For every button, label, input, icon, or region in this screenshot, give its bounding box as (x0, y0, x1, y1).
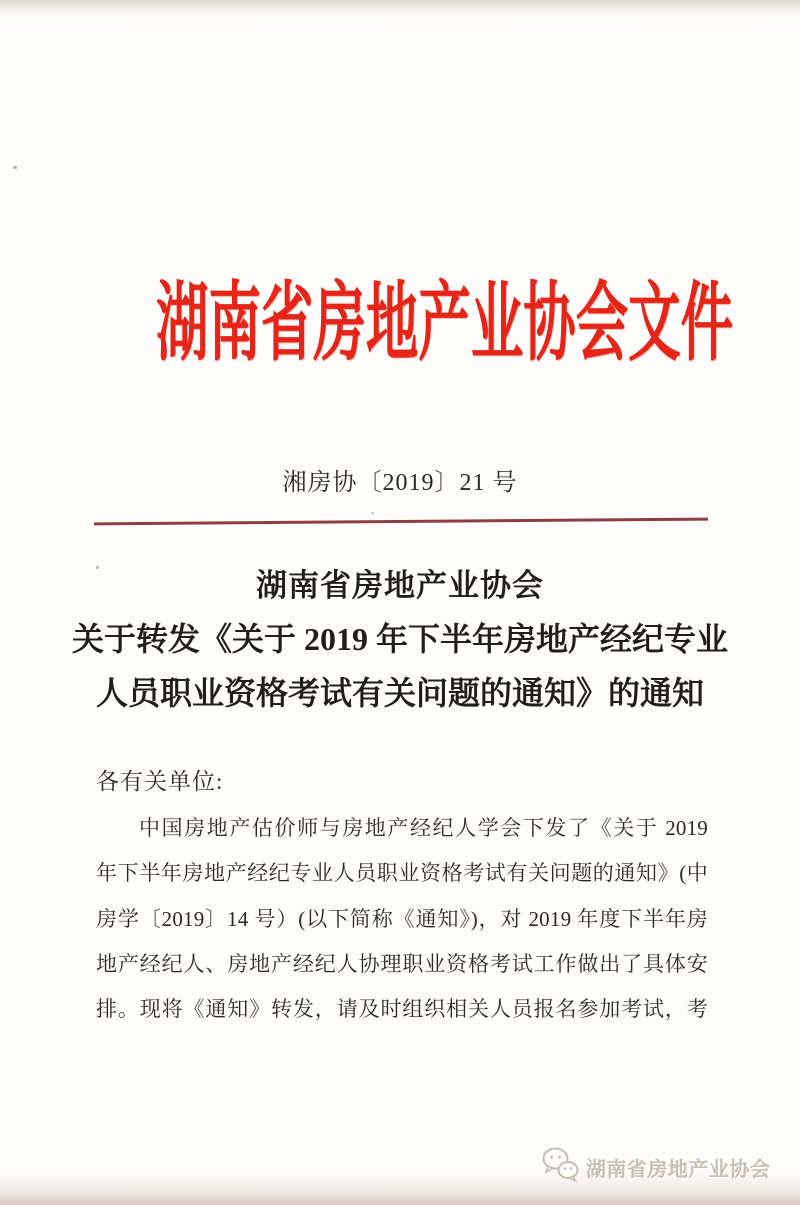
watermark-label: 湖南省房地产业协会 (586, 1156, 771, 1181)
body-paragraph (96, 806, 708, 1032)
notice-title-line-1: 湖南省房地产业协会 (256, 568, 544, 603)
notice-title (0, 560, 800, 720)
notice-title-line-3: 人员职业资格考试有关问题的通知》的通知 (95, 675, 704, 711)
scan-speck (371, 512, 374, 514)
scan-speck (13, 166, 17, 169)
body-line: 年下半年房地产经纪专业人员职业资格考试有关问题的通知》(中 (96, 861, 708, 886)
body-line: 地产经纪人、房地产经纪人协理职业资格考试工作做出了具体安 (96, 951, 708, 976)
org-red-header-title: 湖南省房地产业协会文件 (156, 275, 734, 371)
notice-title-line-2: 关于转发《关于 2019 年下半年房地产经纪专业 (71, 621, 728, 657)
document-number: 湘房协〔2019〕21 号 (282, 470, 518, 496)
wechat-account-watermark (540, 1144, 780, 1190)
salutation: 各有关单位: (96, 769, 224, 794)
body-line: 排。现将《通知》转发，请及时组织相关人员报名参加考试，考 (96, 997, 708, 1022)
wechat-chat-bubbles-icon (540, 1145, 580, 1190)
body-line: 房学〔2019〕14 号）(以下简称《通知》)，对 2019 年度下半年房 (96, 906, 708, 931)
body-line: 中国房地产估价师与房地产经纪人学会下发了《关于 2019 (139, 816, 708, 840)
